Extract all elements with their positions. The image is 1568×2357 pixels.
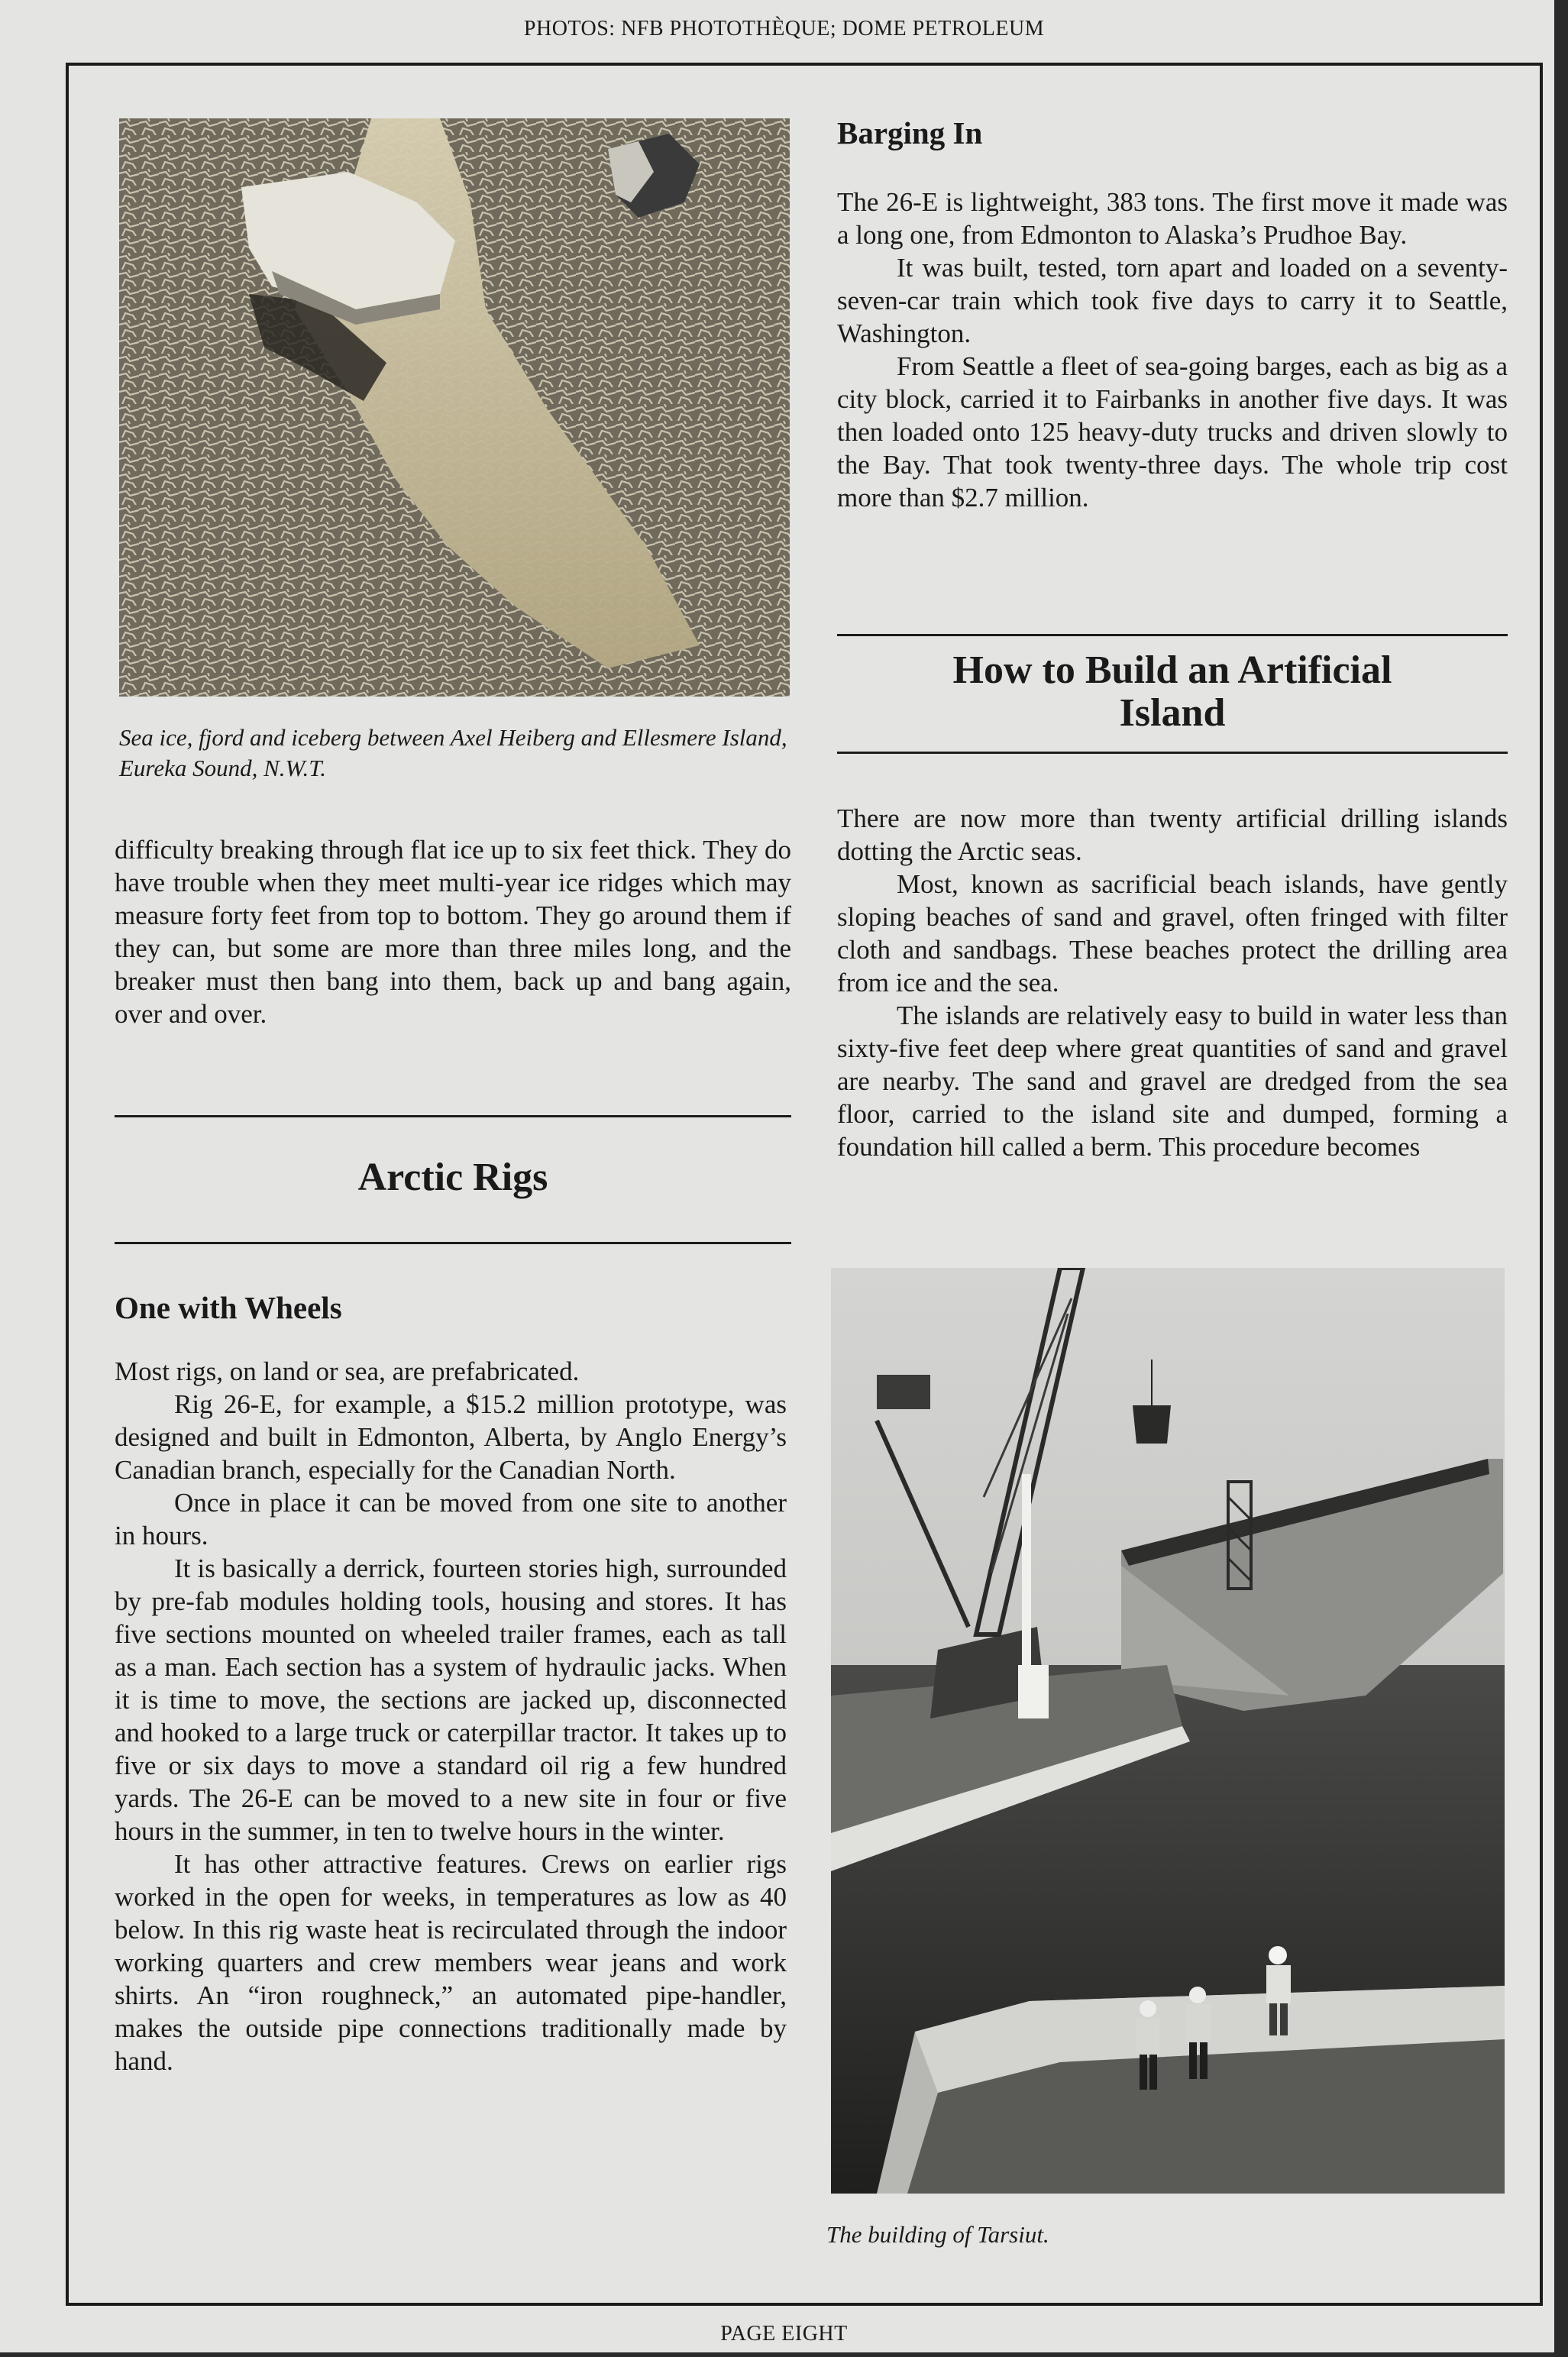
- right-island-text: [837, 802, 1508, 1163]
- sea-ice-caption: Sea ice, fjord and iceberg between Axel Heiberg and Ellesmere Island, Eureka Sound, N.W.T.: [119, 724, 787, 781]
- page-number: PAGE EIGHT: [720, 2322, 848, 2346]
- subheading-barging-in: Barging In: [837, 115, 983, 150]
- section-rule-top: [115, 1115, 791, 1117]
- island-rule-bottom: [837, 752, 1508, 754]
- body-paragraph: The 26-E is lightweight, 383 tons. The first move it made was a long one, from Edmonton to Alaska’s Prudhoe Bay.: [837, 187, 1508, 250]
- body-paragraph: It is basically a derrick, fourteen stories high, surrounded by pre-fab modules holding tools, housing and stores. It has five sections mounted on wheeled trailer frames, each as tall as a man. Each section has a system of hydraulic jacks. When it is time to move, the sections are jacked up, disconnected and hooked to a large truck or caterpillar tractor. It takes up to five or six days to move a standard oil rig a few hundred yards. The 26-E can be moved to a new site in four or five hours in the summer, in ten to twelve hours in the winter.: [115, 1554, 787, 1846]
- island-rule-top: [837, 634, 1508, 636]
- body-paragraph: From Seattle a fleet of sea-going barges, each as big as a city block, carried it to Fairbanks in another five days. It was then loaded onto 125 heavy-duty trucks and driven slowly to the Bay. That took twenty-three days. The whole trip cost more than $2.7 million.: [837, 351, 1508, 512]
- body-paragraph: Most rigs, on land or sea, are prefabricated.: [115, 1356, 580, 1386]
- section-rule-bottom: [115, 1242, 791, 1244]
- subheading-one-with-wheels: One with Wheels: [115, 1290, 342, 1325]
- left-continuation-text: [115, 833, 791, 1030]
- photo-credit: PHOTOS: NFB PHOTOTHÈQUE; DOME PETROLEUM: [523, 17, 1045, 40]
- tarsiut-caption: The building of Tarsiut.: [826, 2221, 1049, 2248]
- tarsiut-construction-photo: [831, 1268, 1505, 2194]
- body-paragraph: Once in place it can be moved from one site to another in hours.: [115, 1488, 787, 1550]
- body-paragraph: Most, known as sacrificial beach islands, have gently sloping beaches of sand and gravel, often fringed with filter cloth and sandbags. These beaches protect the drilling area from ice and the sea.: [837, 869, 1508, 997]
- body-paragraph: There are now more than twenty artificial drilling islands dotting the Arctic seas.: [837, 803, 1508, 866]
- section-title-artificial-island: [837, 649, 1508, 735]
- right-barging-text: [837, 115, 1508, 514]
- body-paragraph: It was built, tested, torn apart and loaded on a seventy-seven-car train which took five days to carry it to Seattle, Washington.: [837, 253, 1508, 348]
- body-paragraph: It has other attractive features. Crews on earlier rigs worked in the open for weeks, in temperatures as low as 40 below. In this rig waste heat is recirculated through the indoor working quarters and crew members wear jeans and work shirts. An “iron roughneck,” an automated pipe-handler, makes the outside pipe connections traditionally made by hand.: [115, 1849, 787, 2076]
- section-title-line-1: How to Build an Artificial: [952, 648, 1392, 692]
- body-paragraph: Rig 26-E, for example, a $15.2 million prototype, was designed and built in Edmonton, Alberta, by Anglo Energy’s Canadian branch, especially for the Canadian North.: [115, 1389, 787, 1485]
- sea-ice-photo: [119, 118, 790, 697]
- island-heading-block: [837, 649, 1508, 735]
- body-paragraph: The islands are relatively easy to build in water less than sixty-five feet deep where great quantities of sand and gravel are nearby. The sand and gravel are dredged from the sea floor, carried to the island site and dumped, forming a foundation hill called a berm. This procedure becomes: [837, 1001, 1508, 1162]
- continuation-paragraph: difficulty breaking through flat ice up to six feet thick. They do have trouble when they meet multi-year ice ridges which may measure forty feet from top to bottom. They go around them if they can, but some are more than three miles long, and the breaker must then bang into them, back up and bang again, over and over.: [115, 835, 791, 1029]
- section-title-arctic-rigs: Arctic Rigs: [357, 1156, 548, 1199]
- left-body-text: [115, 1289, 787, 2077]
- section-title-line-2: Island: [1119, 691, 1226, 735]
- arctic-rigs-heading-block: [115, 1156, 791, 1199]
